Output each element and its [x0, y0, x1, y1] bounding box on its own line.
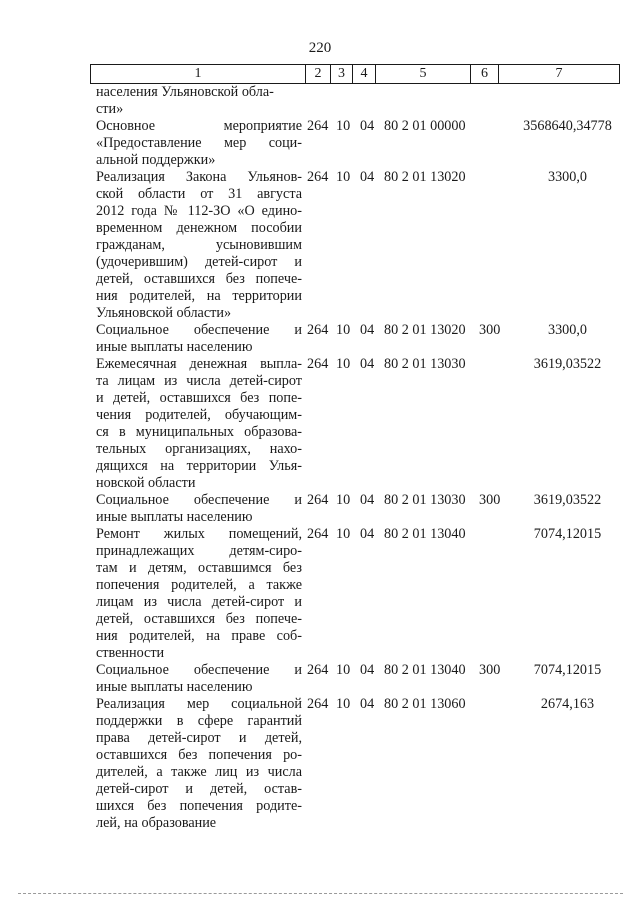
target-article-code: 80 2 01 13040	[384, 526, 466, 542]
description-line: «Предоставление мер соци-	[96, 135, 302, 151]
description-line: ся в муниципальных образова-	[96, 424, 302, 440]
header-col-2: 2	[306, 65, 331, 84]
description-line: населения Ульяновской обла-	[96, 84, 274, 100]
admin-code: 264	[307, 322, 329, 338]
description-line: детей-сирот и детей, остав-	[96, 781, 302, 797]
description-line: дящихся на территории Улья-	[96, 458, 302, 474]
subsection-code: 04	[360, 696, 375, 712]
description-line: Ремонт жилых помещений,	[96, 526, 302, 542]
row-description	[96, 322, 302, 356]
section-code: 10	[336, 662, 351, 678]
admin-code: 264	[307, 662, 329, 678]
bottom-divider	[18, 893, 623, 894]
amount: 3300,0	[547, 322, 587, 338]
row-description	[96, 84, 302, 118]
header-col-3: 3	[331, 65, 353, 84]
admin-code: 264	[307, 696, 329, 712]
description-line: Реализация мер социальной	[96, 696, 302, 712]
row-description	[96, 492, 302, 526]
admin-code: 264	[307, 169, 329, 185]
description-line: чения родителей, обучающим-	[96, 407, 302, 423]
row-description	[96, 696, 302, 832]
description-line: лей, на образование	[96, 815, 217, 831]
target-article-code: 80 2 01 13030	[384, 356, 466, 372]
header-col-7: 7	[499, 65, 620, 84]
target-article-code: 80 2 01 13020	[384, 169, 466, 185]
description-line: детей, оставшихся без попече-	[96, 611, 302, 627]
description-line: сти»	[96, 101, 124, 117]
admin-code: 264	[307, 526, 329, 542]
row-description	[96, 169, 302, 322]
description-line: тельных организациях, нахо-	[96, 441, 302, 457]
description-line: Социальное обеспечение и	[96, 492, 302, 508]
section-code: 10	[336, 322, 351, 338]
description-line: иные выплаты населению	[96, 339, 253, 355]
header-col-5: 5	[376, 65, 471, 84]
description-line: Ульяновской области»	[96, 305, 232, 321]
amount: 7074,12015	[533, 526, 602, 542]
description-line: дителей, а также лиц из числа	[96, 764, 302, 780]
amount: 2674,163	[540, 696, 595, 712]
page-number: 220	[308, 40, 332, 56]
section-code: 10	[336, 492, 351, 508]
description-line: ственности	[96, 645, 165, 661]
description-line: альной поддержки»	[96, 152, 216, 168]
description-line: Социальное обеспечение и	[96, 322, 302, 338]
amount: 3568640,34778	[523, 118, 612, 134]
subsection-code: 04	[360, 356, 375, 372]
amount: 7074,12015	[533, 662, 602, 678]
description-line: иные выплаты населению	[96, 679, 253, 695]
row-description	[96, 118, 302, 169]
section-code: 10	[336, 526, 351, 542]
subsection-code: 04	[360, 492, 375, 508]
row-description	[96, 526, 302, 662]
description-line: ния родителей, на территории	[96, 288, 302, 304]
description-line: гражданам, усыновившим	[96, 237, 302, 253]
description-line: новской области	[96, 475, 196, 491]
subsection-code: 04	[360, 169, 375, 185]
expense-type-code: 300	[479, 322, 501, 338]
description-line: Ежемесячная денежная выпла-	[96, 356, 302, 372]
description-line: (удочерившим) детей-сирот и	[96, 254, 302, 270]
description-line: Основное мероприятие	[96, 118, 302, 134]
target-article-code: 80 2 01 13060	[384, 696, 466, 712]
admin-code: 264	[307, 118, 329, 134]
subsection-code: 04	[360, 118, 375, 134]
table-header	[90, 64, 620, 84]
target-article-code: 80 2 01 13040	[384, 662, 466, 678]
description-line: принадлежащих детям-сиро-	[96, 543, 302, 559]
description-line: шихся без попечения родите-	[96, 798, 302, 814]
subsection-code: 04	[360, 662, 375, 678]
admin-code: 264	[307, 492, 329, 508]
target-article-code: 80 2 01 00000	[384, 118, 466, 134]
description-line: та лицам из числа детей-сирот	[96, 373, 302, 389]
amount: 3619,03522	[533, 492, 602, 508]
description-line: и детей, оставшихся без попе-	[96, 390, 302, 406]
description-line: ния родителей, на праве соб-	[96, 628, 302, 644]
description-line: права детей-сирот и детей,	[96, 730, 302, 746]
section-code: 10	[336, 118, 351, 134]
amount: 3300,0	[547, 169, 587, 185]
header-col-4: 4	[353, 65, 376, 84]
expense-type-code: 300	[479, 492, 501, 508]
description-line: Реализация Закона Ульянов-	[96, 169, 302, 185]
description-line: Социальное обеспечение и	[96, 662, 302, 678]
section-code: 10	[336, 356, 351, 372]
description-line: временном денежном пособии	[96, 220, 302, 236]
description-line: там и детям, оставшимся без	[96, 560, 302, 576]
description-line: ской области от 31 августа	[96, 186, 302, 202]
subsection-code: 04	[360, 526, 375, 542]
header-col-6: 6	[471, 65, 499, 84]
admin-code: 264	[307, 356, 329, 372]
description-line: иные выплаты населению	[96, 509, 253, 525]
description-line: попечения родителей, а также	[96, 577, 302, 593]
target-article-code: 80 2 01 13020	[384, 322, 466, 338]
subsection-code: 04	[360, 322, 375, 338]
row-description	[96, 662, 302, 696]
section-code: 10	[336, 696, 351, 712]
description-line: 2012 года № 112-ЗО «О едино-	[96, 203, 302, 219]
expense-type-code: 300	[479, 662, 501, 678]
description-line: лицам из числа детей-сирот и	[96, 594, 302, 610]
amount: 3619,03522	[533, 356, 602, 372]
description-line: оставшихся без попечения ро-	[96, 747, 302, 763]
description-line: поддержки в сфере гарантий	[96, 713, 302, 729]
target-article-code: 80 2 01 13030	[384, 492, 466, 508]
header-col-1: 1	[91, 65, 306, 84]
description-line: детей, оставшихся без попече-	[96, 271, 302, 287]
row-description	[96, 356, 302, 492]
section-code: 10	[336, 169, 351, 185]
